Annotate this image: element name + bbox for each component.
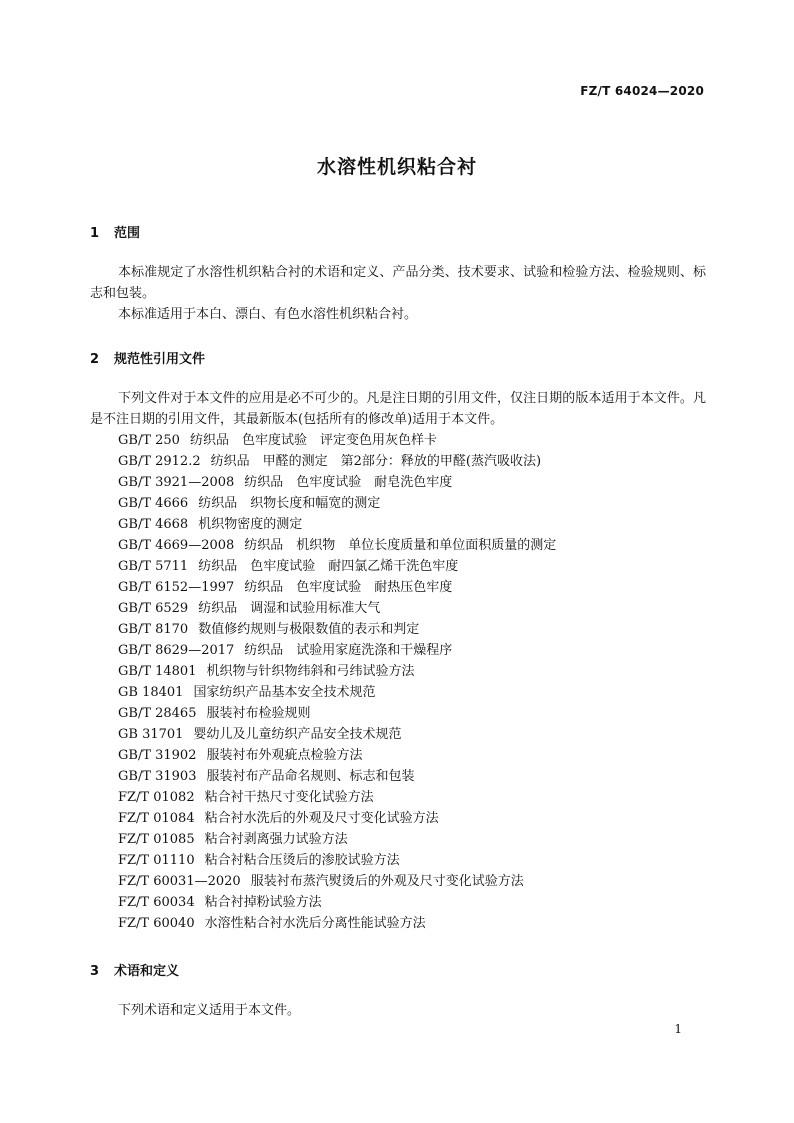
reference-code: FZ/T 01110 xyxy=(118,853,195,868)
section-title: 范围 xyxy=(114,226,141,241)
reference-item xyxy=(118,682,556,703)
reference-item xyxy=(118,472,556,493)
section-number: 1 xyxy=(90,226,100,241)
reference-item xyxy=(118,892,556,913)
document-title: 水溶性机织粘合衬 xyxy=(316,156,477,178)
reference-code: GB/T 4666 xyxy=(118,496,189,511)
reference-title: 服装衬布外观疵点检验方法 xyxy=(206,748,363,763)
reference-title: 纺织品 调湿和试验用标准大气 xyxy=(198,601,381,616)
section-number: 2 xyxy=(90,352,100,367)
reference-title: 机织物密度的测定 xyxy=(198,517,303,532)
reference-item xyxy=(118,745,556,766)
reference-code: GB/T 8170 xyxy=(118,622,189,637)
reference-title: 纺织品 色牢度试验 耐四氯乙烯干洗色牢度 xyxy=(198,559,459,574)
reference-code: FZ/T 01084 xyxy=(118,811,195,826)
reference-title: 粘合衬掉粉试验方法 xyxy=(204,895,322,910)
reference-item xyxy=(118,808,556,829)
reference-title: 纺织品 织物长度和幅宽的测定 xyxy=(198,496,381,511)
reference-code: GB/T 31902 xyxy=(118,748,197,763)
section-3-heading xyxy=(90,960,179,979)
reference-code: GB/T 28465 xyxy=(118,706,197,721)
reference-title: 纺织品 色牢度试验 耐热压色牢度 xyxy=(244,580,453,595)
reference-code: FZ/T 01085 xyxy=(118,832,195,847)
reference-code: GB/T 3921—2008 xyxy=(118,475,235,490)
reference-item xyxy=(118,724,556,745)
section-2-paragraph-1: 下列文件对于本文件的应用是必不可少的。凡是注日期的引用文件，仅注日期的版本适用于本文件。凡是不注日期的引用文件，其最新版本(包括所有的修改单)适用于本文件。 xyxy=(90,391,706,427)
reference-item xyxy=(118,556,556,577)
reference-item xyxy=(118,766,556,787)
reference-item xyxy=(118,577,556,598)
reference-title: 粘合衬干热尺寸变化试验方法 xyxy=(204,790,374,805)
reference-title: 纺织品 试验用家庭洗涤和干燥程序 xyxy=(244,643,453,658)
normative-reference-list xyxy=(118,430,556,934)
reference-code: GB/T 14801 xyxy=(118,664,197,679)
reference-title: 纺织品 机织物 单位长度质量和单位面积质量的测定 xyxy=(244,538,557,553)
reference-item xyxy=(118,598,556,619)
reference-title: 数值修约规则与极限数值的表示和判定 xyxy=(198,622,420,637)
reference-title: 纺织品 色牢度试验 评定变色用灰色样卡 xyxy=(189,433,437,448)
reference-item xyxy=(118,640,556,661)
reference-item xyxy=(118,871,556,892)
reference-item xyxy=(118,493,556,514)
reference-code: GB/T 250 xyxy=(118,433,180,448)
reference-title: 服装衬布蒸汽熨烫后的外观及尺寸变化试验方法 xyxy=(250,874,524,889)
section-3-paragraph-1: 下列术语和定义适用于本文件。 xyxy=(118,1003,301,1018)
reference-item xyxy=(118,703,556,724)
reference-title: 服装衬布检验规则 xyxy=(206,706,311,721)
reference-code: GB/T 6152—1997 xyxy=(118,580,235,595)
reference-code: FZ/T 60034 xyxy=(118,895,195,910)
reference-code: FZ/T 60040 xyxy=(118,916,195,931)
reference-title: 粘合衬剥离强力试验方法 xyxy=(204,832,348,847)
reference-title: 纺织品 甲醛的测定 第2部分：释放的甲醛(蒸汽吸收法) xyxy=(210,454,542,469)
reference-code: GB 18401 xyxy=(118,685,184,700)
reference-title: 粘合衬水洗后的外观及尺寸变化试验方法 xyxy=(204,811,439,826)
reference-title: 国家纺织产品基本安全技术规范 xyxy=(193,685,376,700)
reference-code: GB/T 8629—2017 xyxy=(118,643,235,658)
section-1-paragraph-1: 本标准规定了水溶性机织粘合衬的术语和定义、产品分类、技术要求、试验和检验方法、检验规则、标志和包装。 xyxy=(90,265,706,301)
reference-title: 机织物与针织物纬斜和弓纬试验方法 xyxy=(206,664,415,679)
reference-title: 婴幼儿及儿童纺织产品安全技术规范 xyxy=(193,727,402,742)
reference-item xyxy=(118,913,556,934)
section-1-paragraph-2: 本标准适用于本白、漂白、有色水溶性机织粘合衬。 xyxy=(118,307,418,322)
reference-code: FZ/T 60031—2020 xyxy=(118,874,241,889)
reference-item xyxy=(118,514,556,535)
section-number: 3 xyxy=(90,964,100,979)
reference-code: GB 31701 xyxy=(118,727,184,742)
reference-item xyxy=(118,535,556,556)
reference-item xyxy=(118,619,556,640)
reference-item xyxy=(118,829,556,850)
reference-code: FZ/T 01082 xyxy=(118,790,195,805)
reference-title: 纺织品 色牢度试验 耐皂洗色牢度 xyxy=(244,475,453,490)
reference-code: GB/T 31903 xyxy=(118,769,197,784)
reference-title: 粘合衬粘合压烫后的渗胶试验方法 xyxy=(204,853,400,868)
section-title: 规范性引用文件 xyxy=(114,352,206,367)
reference-item xyxy=(118,451,556,472)
reference-code: GB/T 5711 xyxy=(118,559,189,574)
reference-code: GB/T 6529 xyxy=(118,601,189,616)
reference-item xyxy=(118,430,556,451)
reference-title: 服装衬布产品命名规则、标志和包装 xyxy=(206,769,415,784)
section-title: 术语和定义 xyxy=(114,964,180,979)
section-1-heading xyxy=(90,222,140,241)
reference-code: GB/T 2912.2 xyxy=(118,454,201,469)
reference-title: 水溶性粘合衬水洗后分离性能试验方法 xyxy=(204,916,426,931)
reference-item xyxy=(118,787,556,808)
reference-item xyxy=(118,661,556,682)
reference-item xyxy=(118,850,556,871)
section-2-heading xyxy=(90,348,205,367)
reference-code: GB/T 4669—2008 xyxy=(118,538,235,553)
page-number: 1 xyxy=(674,1022,682,1036)
standard-code: FZ/T 64024—2020 xyxy=(580,84,704,98)
reference-code: GB/T 4668 xyxy=(118,517,189,532)
